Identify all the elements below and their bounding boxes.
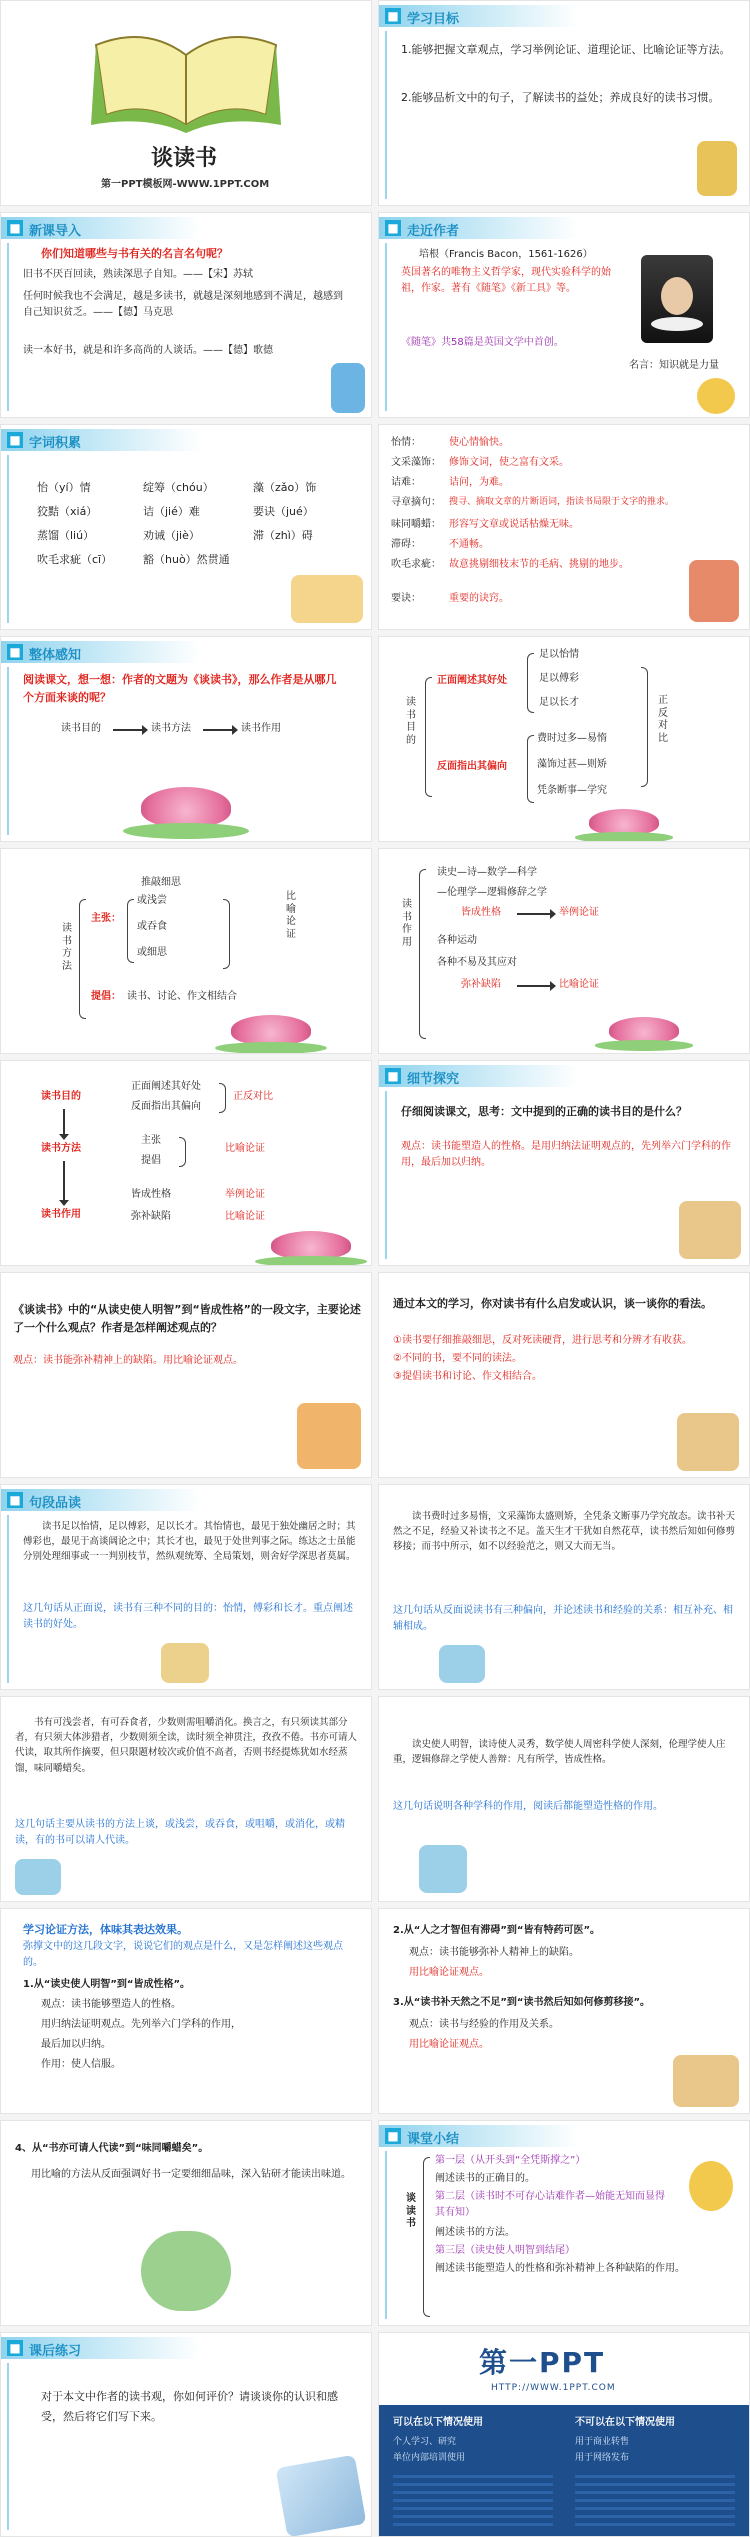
- reflection-prompt: 通过本文的学习，你对读书有什么启发或认识，谈一谈你的看法。: [393, 1297, 712, 1310]
- bullet-icon: ■: [7, 2340, 23, 2356]
- effect-line: 各种运动: [437, 935, 477, 946]
- slide-structure-map[interactable]: [0, 1060, 372, 1266]
- slide-passage-2[interactable]: [378, 1484, 750, 1690]
- slide-header: ■ 细节探究: [379, 1061, 749, 1091]
- brace-icon: [223, 899, 230, 969]
- slide-argument-2[interactable]: [378, 1908, 750, 2114]
- branch-item: 或细思: [137, 947, 167, 958]
- lotus-flower-icon: [271, 1231, 351, 1259]
- brace-icon: [527, 735, 534, 803]
- allowed-item: 个人学习、研究: [393, 2437, 457, 2447]
- passage-note: 这几句话从反面说读书有三种偏向，并论述读书和经验的关系：相互补充、相辅相成。: [393, 1605, 733, 1632]
- notebook-icon: [276, 2455, 367, 2537]
- author-name: 培根（Francis Bacon，1561-1626）: [419, 249, 593, 260]
- effect-line: 各种不易及其应对: [437, 957, 517, 968]
- positive-branch: 正面阐述其好处: [437, 675, 507, 686]
- term: 要诀：: [391, 593, 421, 604]
- vocab-cell: 藻（zǎo）饰: [253, 481, 317, 494]
- passage-note: 这几句话从正面说，读书有三种不同的目的：怡情，傅彩和长才。重点阐述读书的好处。: [23, 1603, 353, 1630]
- slide-summary[interactable]: [378, 2120, 750, 2326]
- arrow-icon: [113, 729, 143, 731]
- slide-method-tree[interactable]: [0, 848, 372, 1054]
- arrow-icon: [203, 729, 233, 731]
- definition: 搜寻、摘取文章的片断语词，指读书局限于文字的推求。: [449, 497, 675, 507]
- slide-homework[interactable]: [0, 2332, 372, 2537]
- slide-question-2[interactable]: [0, 1272, 372, 1478]
- term: 滞碍：: [391, 539, 421, 550]
- argument-line: 用比喻论证观点。: [409, 1967, 489, 1978]
- argument-subtitle: 弥撑文中的这几段文字，说说它们的观点是什么，又是怎样阐述这些观点的。: [23, 1941, 343, 1968]
- tree-root: 读书作用: [402, 899, 412, 948]
- effect-line: 弥补缺陷: [461, 979, 501, 990]
- argument-line: 用归纳法证明观点。先列举六门学科的作用，: [41, 2019, 241, 2030]
- brace-icon: [419, 869, 426, 1039]
- summary-layer: 第二层（读书时不可存心诘难作者—始能无知而显得其有知）: [435, 2191, 665, 2218]
- goal-1: 1.能够把握文章观点，学习举例论证、道理论证、比喻论证等方法。: [401, 43, 731, 56]
- bullet-icon: ■: [385, 220, 401, 236]
- brace-icon: [219, 1083, 226, 1113]
- brace-icon: [641, 667, 648, 787]
- summary-root: 谈读书: [406, 2193, 416, 2229]
- map-type: 正反对比: [233, 1091, 273, 1102]
- arrow-icon: [517, 913, 551, 915]
- effect-line: 读史—诗—数学—科学: [437, 867, 537, 878]
- arrow-icon: [517, 985, 551, 987]
- advocate-text: 读书、讨论、作文相结合: [127, 991, 237, 1002]
- vocab-cell: 蒸馏（liú）: [37, 529, 95, 542]
- slide-reflection[interactable]: [378, 1272, 750, 1478]
- student-figure-icon: [697, 141, 737, 196]
- slide-header: ■ 走近作者: [379, 213, 749, 243]
- argument-line: 用比喻论证观点。: [409, 2039, 489, 2050]
- bullet-icon: ■: [385, 2128, 401, 2144]
- brand-url[interactable]: HTTP://WWW.1PPT.COM: [491, 2383, 616, 2393]
- reflection-point-2: ②不同的书，要不同的读法。: [393, 1353, 522, 1364]
- vocab-cell: 怡（yí）情: [37, 481, 91, 494]
- definition: 修饰文词，使之富有文采。: [449, 457, 569, 468]
- slide-intro[interactable]: [0, 212, 372, 418]
- q2-question: 《谈读书》中的“从读史使人明智”到“皆成性格”的一段文字，主要论述了一个什么观点？作者是怎样阐述观点的？: [13, 1303, 361, 1334]
- argument-type: 比喻论证: [559, 979, 599, 990]
- boy-reading-icon: [677, 1413, 739, 1471]
- advocate-label: 提倡：: [91, 991, 121, 1002]
- vocab-cell: 要诀（jué）: [253, 505, 314, 518]
- summary-layer: 第一层（从开头到“全凭斯撑之”）: [435, 2155, 586, 2166]
- definition: 故意挑剔细枝末节的毛病、挑剔的地步。: [449, 559, 629, 570]
- definition: 诘问，为难。: [449, 477, 509, 488]
- summary-point: 阐述读书的正确目的。: [435, 2173, 535, 2184]
- slide-overview[interactable]: [0, 636, 372, 842]
- girl-reading-icon: [297, 1403, 361, 1469]
- term: 文采藻饰：: [391, 457, 441, 468]
- argument-q2: 2.从“人之才智但有滞碍”到“皆有特药可医”。: [393, 1925, 601, 1936]
- logo-area: [379, 2333, 750, 2405]
- brace-icon: [527, 653, 534, 713]
- argument-q3: 3.从“读书补天然之不足”到“读书然后知如何修剪移接”。: [393, 1997, 651, 2008]
- slide-passage-1[interactable]: [0, 1484, 372, 1690]
- map-leaf: 主张: [141, 1135, 161, 1146]
- slide-argument-1[interactable]: [0, 1908, 372, 2114]
- vocab-cell: 豁（huò）然贯通: [143, 553, 230, 566]
- effect-line: 皆成性格: [461, 907, 501, 918]
- map-node-purpose: 读书目的: [41, 1091, 81, 1102]
- allowed-title: 可以在以下情况使用: [393, 2417, 483, 2428]
- term: 怡情：: [391, 437, 421, 448]
- intro-question: 你们知道哪些与书有关的名言名句呢？: [41, 247, 228, 260]
- branch-item: 或吞食: [137, 921, 167, 932]
- argument-title: 学习论证方法，体味其表达效果。: [23, 1923, 188, 1936]
- bullet-icon: ■: [7, 220, 23, 236]
- forbidden-item: 用于商业转售: [575, 2437, 630, 2447]
- boy-reading-icon: [689, 560, 739, 622]
- argument-q1: 1.从“读史使人明智”到“皆成性格”。: [23, 1979, 191, 1990]
- branch-item: 或浅尝: [137, 895, 167, 906]
- slide-passage-3[interactable]: [0, 1696, 372, 1902]
- slide-header: ■ 课堂小结: [379, 2121, 749, 2151]
- chain-node-purpose: 读书目的: [61, 723, 101, 734]
- bullet-icon: ■: [385, 8, 401, 24]
- argument-answer: 用比喻的方法从反面强调好书一定要细细品味，深入钻研才能读出味道。: [31, 2169, 351, 2180]
- map-type: 比喻论证: [225, 1143, 265, 1154]
- quote-1: 旧书不厌百回读，熟读深思子自知。——【宋】苏轼: [23, 269, 253, 280]
- map-leaf: 弥补缺陷: [131, 1211, 171, 1222]
- author-quote: 名言：知识就是力量: [629, 360, 719, 371]
- homework-text: 对于本文中作者的读书观，你如何评价？请谈谈你的认识和感受，然后将它们写下来。: [41, 2390, 338, 2423]
- argument-line: 观点：读书与经验的作用及关系。: [409, 2019, 559, 2030]
- lightbulb-icon: [697, 378, 735, 414]
- chain-node-effect: 读书作用: [241, 723, 281, 734]
- quote-2: 任何时候我也不会满足，越是多读书，就越是深刻地感到不满足，越感到自己知识贫乏。——【德】马克思: [23, 291, 343, 318]
- slide-argument-3[interactable]: [0, 2120, 372, 2326]
- reader-figure-icon: [679, 1201, 741, 1259]
- vocab-cell: 狡黠（xiá）: [37, 505, 98, 518]
- brace-icon: [127, 899, 134, 963]
- branch-item: 藻饰过甚—则矫: [537, 759, 607, 770]
- slide-header: ■ 学习目标: [379, 1, 749, 31]
- map-leaf: 皆成性格: [131, 1189, 171, 1200]
- author-essays: 《随笔》共58篇是英国文学中首创。: [401, 337, 564, 348]
- link-list: [575, 2475, 735, 2527]
- reflection-point-1: ①读书要仔细推敲细思，反对死读硬背，进行思考和分辨才有收获。: [393, 1335, 692, 1346]
- definition: 重要的诀窍。: [449, 593, 509, 604]
- lotus-flower-icon: [231, 1015, 311, 1045]
- vocab-cell: 诘（jié）难: [143, 505, 200, 518]
- slide-purpose-tree[interactable]: [378, 636, 750, 842]
- argument-type: 举例论证: [559, 907, 599, 918]
- chain-node-method: 读书方法: [151, 723, 191, 734]
- summary-point: 阐述读书能塑造人的性格和弥补精神上各种缺陷的作用。: [435, 2263, 685, 2274]
- bullet-icon: ■: [7, 644, 23, 660]
- passage-text: 读书费时过多易惰，文采藻饰太盛则矫，全凭条文断事乃学究故态。读书补天然之不足，经验又补读书之不足。盖天生才干犹如自然花草，读书然后知如何修剪移接；而书中所示，如不以经验范之，则又大而无当。: [393, 1511, 736, 1553]
- slide-header: ■ 新课导入: [1, 213, 371, 243]
- lotus-flower-icon: [589, 809, 659, 835]
- branch-item: 足以长才: [539, 697, 579, 708]
- vocab-cell: 绽筹（chóu）: [143, 481, 214, 494]
- forbidden-item: 用于网络发布: [575, 2453, 630, 2463]
- branch-item: 足以怡情: [539, 649, 579, 660]
- slide-definitions[interactable]: [378, 424, 750, 630]
- term: 味同嚼蜡：: [391, 519, 441, 530]
- passage-text: 读史使人明智，读诗使人灵秀，数学使人周密科学使人深刻，伦理学使人庄重，逻辑修辞之学使人善辩：凡有所学，皆成性格。: [393, 1739, 726, 1766]
- q2-answer: 观点：读书能弥补精神上的缺陷。用比喻论证观点。: [13, 1355, 243, 1366]
- vocab-cell: 滞（zhì）碍: [253, 529, 313, 542]
- open-book-icon: [86, 15, 286, 135]
- method-top: 推敲细思: [141, 877, 181, 888]
- map-node-method: 读书方法: [41, 1143, 81, 1154]
- children-reading-icon: [291, 575, 363, 623]
- portrait-image: [641, 255, 713, 343]
- slide-header: ■ 整体感知: [1, 637, 371, 667]
- slide-goals[interactable]: [378, 0, 750, 206]
- definition: 不通畅。: [449, 539, 489, 550]
- slide-header: ■ 字词积累: [1, 425, 371, 455]
- argument-line: 观点：读书能够塑造人的性格。: [41, 1999, 181, 2010]
- reflection-point-3: ③提倡读书和讨论、作文相结合。: [393, 1371, 542, 1382]
- passage-note: 这几句话说明各种学科的作用，阅读后都能塑造性格的作用。: [393, 1801, 663, 1812]
- books-icon: [331, 363, 365, 413]
- link-list: [393, 2475, 553, 2527]
- contrast-label: 正反对比: [658, 695, 668, 744]
- bullet-icon: ■: [7, 1492, 23, 1508]
- argument-q4: 4、从“书亦可请人代读”到“味同嚼蜡矣”。: [15, 2143, 209, 2154]
- overview-prompt: 阅读课文，想一想：作者的文题为《谈读书》，那么作者是从哪几个方面来谈的呢？: [23, 673, 337, 704]
- term: 寻章摘句：: [391, 497, 441, 508]
- kids-running-icon: [141, 2231, 231, 2311]
- effect-line: —伦理学—逻辑修辞之学: [437, 887, 547, 898]
- map-type: 举例论证: [225, 1189, 265, 1200]
- forbidden-title: 不可以在以下情况使用: [575, 2417, 675, 2428]
- kids-icon: [161, 1643, 209, 1683]
- arrow-down-icon: [63, 1109, 65, 1135]
- sun-icon: [689, 2161, 733, 2211]
- slide-credits[interactable]: [378, 2332, 750, 2537]
- definition: 形容写文章或说话枯燥无味。: [449, 519, 579, 530]
- term: 诘难：: [391, 477, 421, 488]
- argument-line: 作用：使人信服。: [41, 2059, 121, 2070]
- tree-root: 读书目的: [406, 697, 416, 746]
- book-stack-icon: [439, 1645, 485, 1683]
- map-leaf: 正面阐述其好处: [131, 1081, 201, 1092]
- slide-effect-tree[interactable]: [378, 848, 750, 1054]
- branch-item: 凭条断事—学究: [537, 785, 607, 796]
- slide-header: ■ 课后练习: [1, 2333, 371, 2363]
- passage-text: 书有可浅尝者，有可吞食者，少数则需咀嚼消化。换言之，有只须读其部分者，有只须大体涉猎者，少数则须全读，读时须全神贯注，孜孜不倦。书亦可请人代读，取其所作摘要，但只限题材较次或价值不高者，否则书经提炼犹如水经蒸馏，味同嚼蜡矣。: [15, 1717, 358, 1774]
- argument-line: 最后加以归纳。: [41, 2039, 111, 2050]
- slide-passage-4[interactable]: [378, 1696, 750, 1902]
- girl-reading-icon: [673, 2055, 739, 2107]
- map-leaf: 提倡: [141, 1155, 161, 1166]
- summary-point: 阐述读书的方法。: [435, 2227, 515, 2238]
- slide-vocab[interactable]: [0, 424, 372, 630]
- goal-2: 2.能够品析文中的句子，了解读书的益处；养成良好的读书习惯。: [401, 91, 720, 104]
- quote-3: 读一本好书，就是和许多高尚的人谈话。——【德】歌德: [23, 345, 273, 356]
- map-node-effect: 读书作用: [41, 1209, 81, 1220]
- metaphor-label: 比喻论证: [286, 891, 296, 940]
- brace-icon: [179, 1137, 186, 1167]
- allowed-item: 单位内部培训使用: [393, 2453, 466, 2463]
- branch-item: 足以傅彩: [539, 673, 579, 684]
- claim-label: 主张：: [91, 913, 121, 924]
- slide-footer: 第一PPT模板网-WWW.1PPT.COM: [101, 179, 270, 190]
- detail-question: 仔细阅读课文，思考：文中提到的正确的读书目的是什么？: [401, 1105, 687, 1118]
- argument-line: 观点：读书能够弥补人精神上的缺陷。: [409, 1947, 579, 1958]
- lotus-flower-icon: [609, 1017, 679, 1043]
- slide-title[interactable]: [0, 0, 372, 206]
- bullet-icon: ■: [385, 1068, 401, 1084]
- passage-note: 这几句话主要从读书的方法上谈，或浅尝，或吞食，或咀嚼，或消化，或精读，有的书可以请人代读。: [15, 1819, 345, 1846]
- bullet-icon: ■: [7, 432, 23, 448]
- brace-icon: [79, 899, 86, 1019]
- summary-layer: 第三层（读史使人明智到结尾）: [435, 2245, 575, 2256]
- brace-icon: [425, 677, 432, 797]
- term: 吹毛求疵：: [391, 559, 441, 570]
- book-stack-icon: [15, 1859, 61, 1895]
- definition: 使心情愉快。: [449, 437, 509, 448]
- slide-header: ■ 句段品读: [1, 1485, 371, 1515]
- author-bio: 英国著名的唯物主义哲学家，现代实验科学的始祖，作家。著有《随笔》《新工具》等。: [401, 267, 611, 294]
- slide-author[interactable]: [378, 212, 750, 418]
- detail-answer: 观点：读书能塑造人的性格。是用归纳法证明观点的，先列举六门学科的作用，最后加以归纳。: [401, 1141, 731, 1168]
- passage-text: 读书足以怡情，足以傅彩，足以长才。其怡情也，最见于独处幽居之时；其傅彩也，最见于高谈阔论之中；其长才也，最见于处世判事之际。练达之士虽能分别处理细事或一一判别枝节，然纵观统筹、全局策划，则舍好学深思者莫属。: [23, 1521, 356, 1563]
- arrow-down-icon: [63, 1161, 65, 1201]
- negative-branch: 反面指出其偏向: [437, 761, 507, 772]
- brace-icon: [423, 2157, 430, 2317]
- lotus-flower-icon: [141, 787, 231, 827]
- brand-logo: 第一PPT: [479, 2346, 606, 2379]
- book-stack-icon: [419, 1845, 467, 1893]
- slide-title-text: 谈读书: [151, 146, 218, 171]
- branch-item: 费时过多—易惰: [537, 733, 607, 744]
- tree-root: 读书方法: [62, 923, 72, 972]
- slide-detail[interactable]: [378, 1060, 750, 1266]
- map-type: 比喻论证: [225, 1211, 265, 1222]
- map-leaf: 反面指出其偏向: [131, 1101, 201, 1112]
- vocab-cell: 劝诫（jiè）: [143, 529, 200, 542]
- vocab-cell: 吹毛求疵（cī）: [37, 553, 113, 566]
